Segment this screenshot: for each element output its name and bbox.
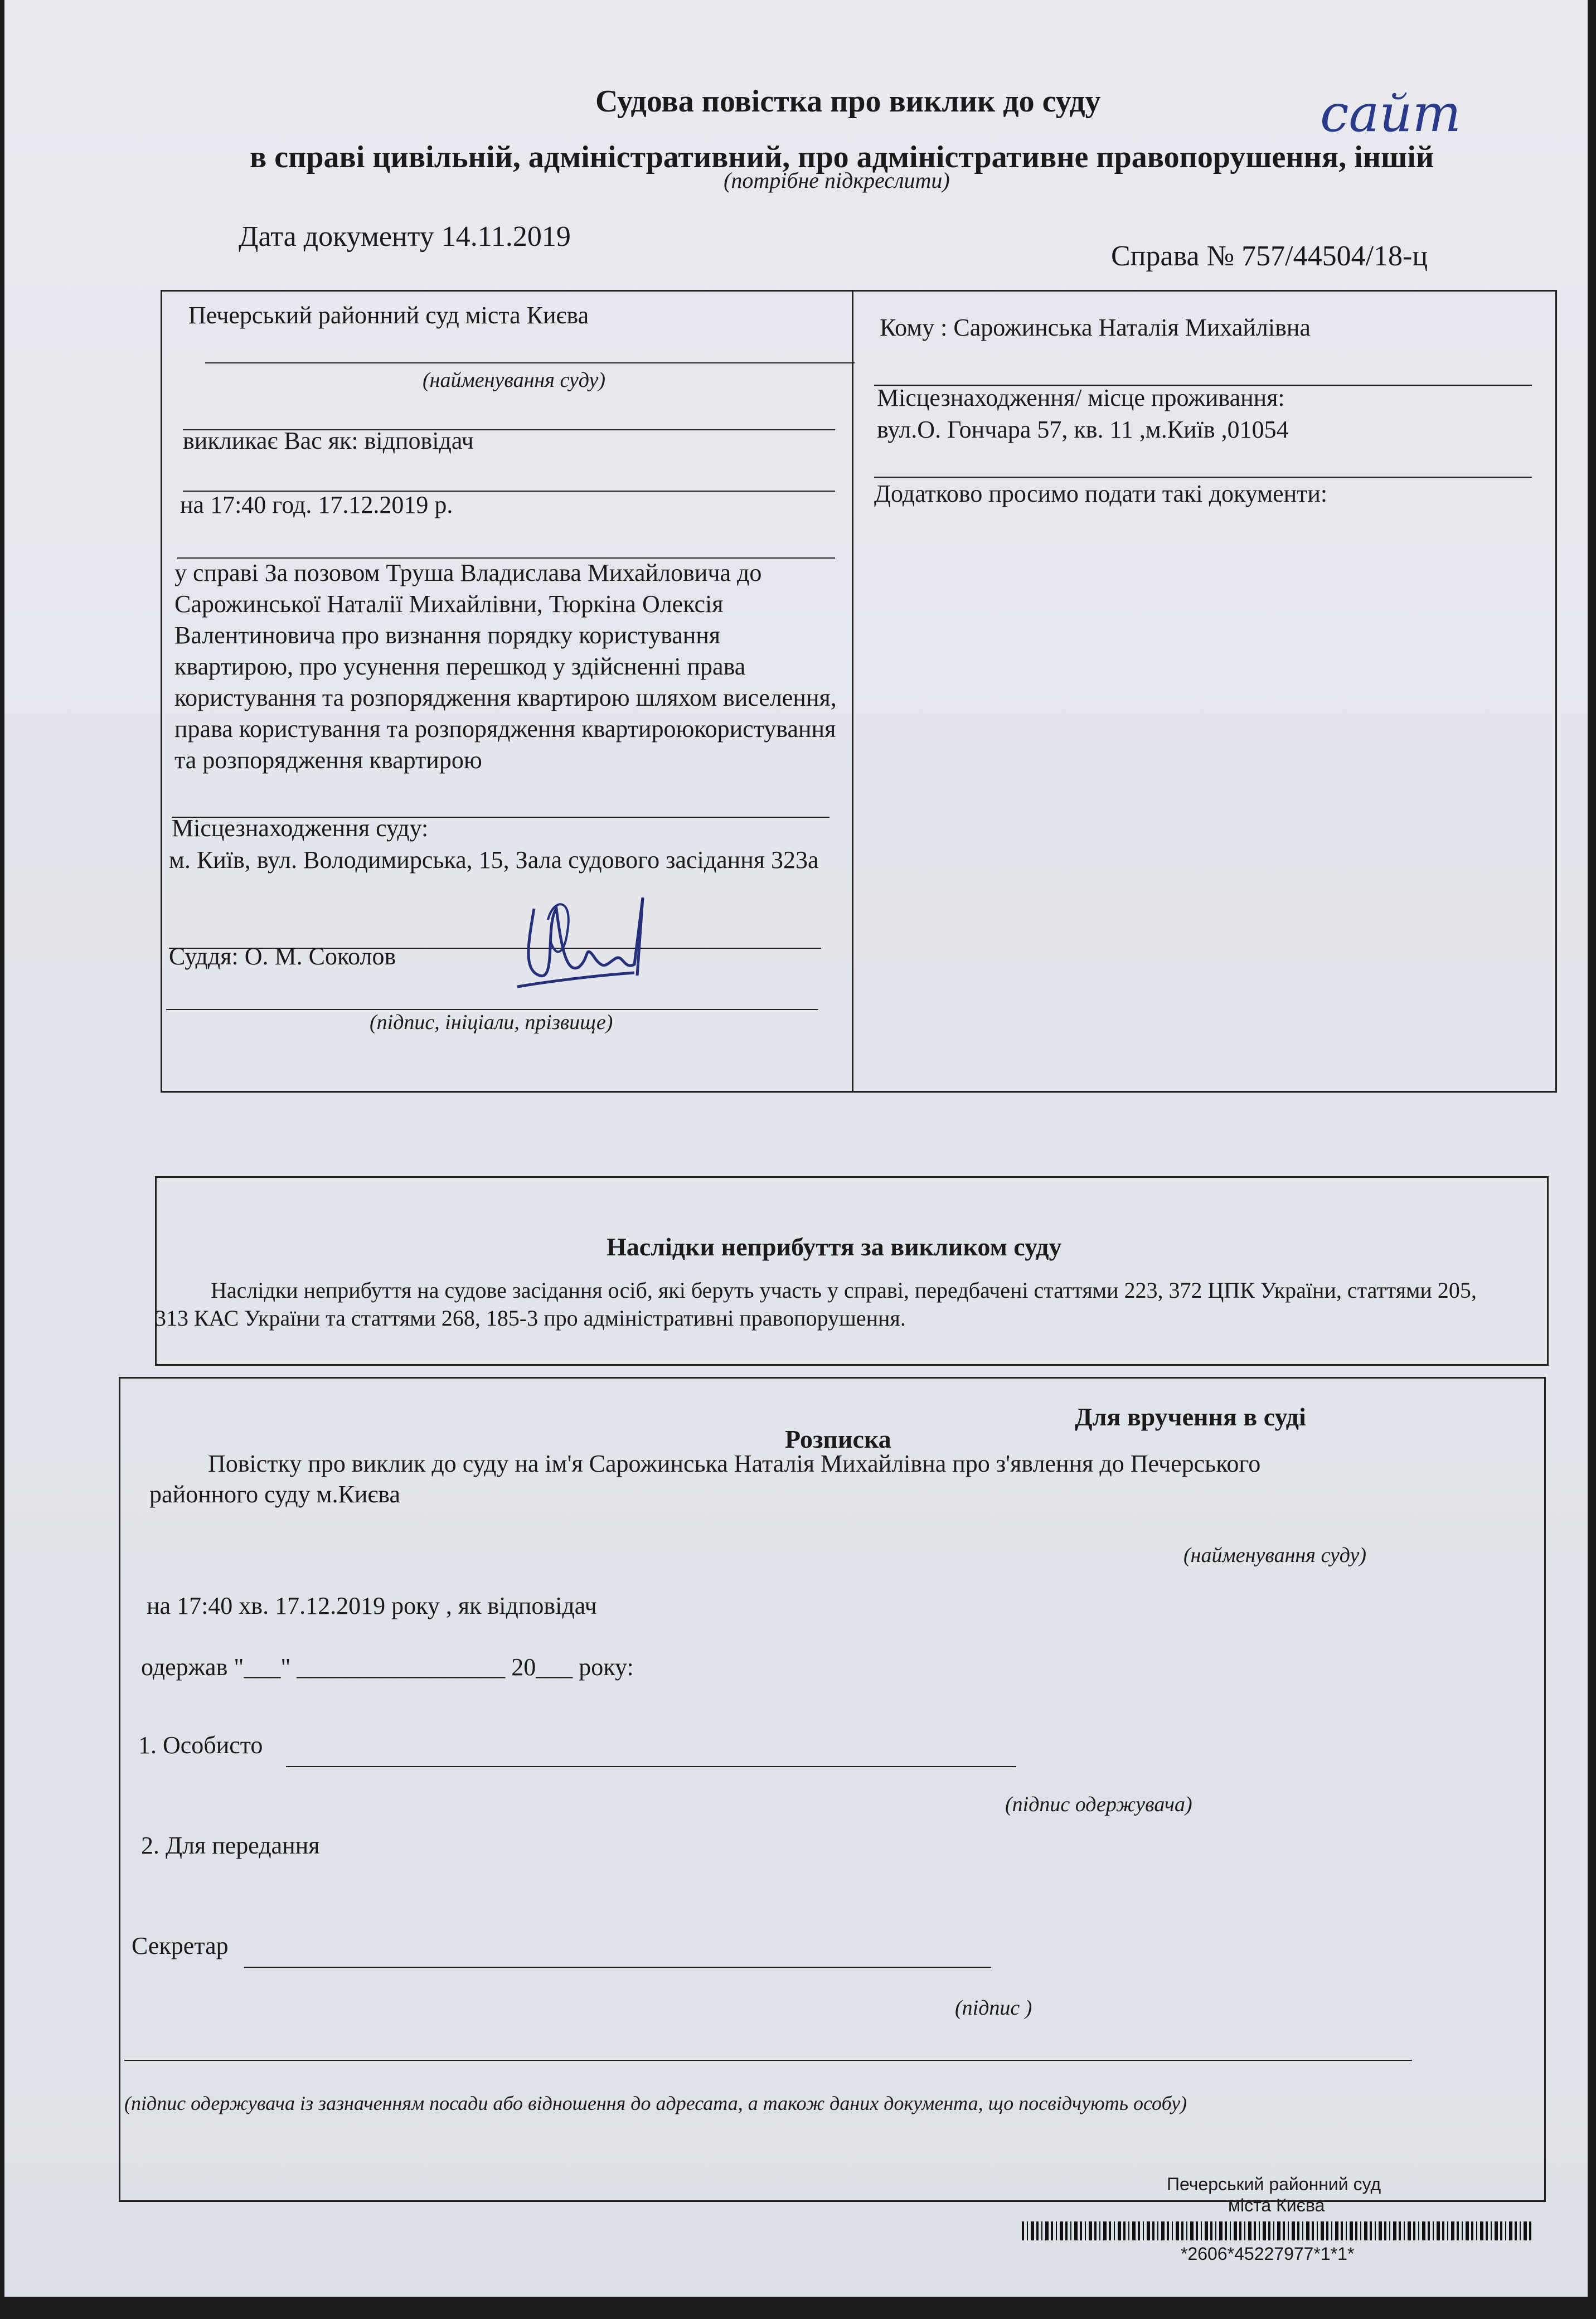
recipient-address: вул.О. Гончара 57, кв. 11 ,м.Київ ,01054	[877, 416, 1289, 443]
stamp-line-2: міста Києва	[1228, 2195, 1325, 2215]
receipt-title: Розписка	[785, 1425, 891, 1453]
handwritten-mark: сайт	[1320, 84, 1461, 143]
court-name-caption: (найменування суду)	[423, 368, 606, 392]
signature-caption: (підпис, ініціали, прізвище)	[370, 1011, 613, 1034]
footer-signature-line	[124, 2060, 1412, 2061]
address-label: Місцезнаходження/ місце проживання:	[877, 384, 1285, 411]
document-date: Дата документу 14.11.2019	[239, 221, 571, 253]
receipt-line-2: районного суду м.Києва	[149, 1481, 401, 1508]
address-line	[874, 477, 1532, 478]
footer-caption: (підпис одержувача із зазначенням посади або відношення до адресата, а також даних документа, що посвідчують особу)	[124, 2092, 1187, 2114]
document-title: Судова повістка про виклик до суду	[595, 84, 1101, 119]
barcode-text: *2606*45227977*1*1*	[1181, 2244, 1355, 2264]
judge-name: Суддя: О. М. Соколов	[169, 943, 396, 970]
underline-note: (потрібне підкреслити)	[724, 168, 950, 193]
extra-documents: Додатково просимо подати такі документи:	[874, 480, 1328, 507]
consequences-text: Наслідки неприбуття на судове засідання осіб, які беруть участь у справі, передбачені статтями 223, 372 ЦПК України, статтями 205, 313 КАС України та статтями 268, 185-3 про адміністративні правопорушення.	[155, 1278, 1477, 1331]
secretary-signature-line	[244, 1967, 991, 1968]
column-divider	[852, 290, 853, 1093]
consequences-title: Наслідки неприбуття за викликом суду	[607, 1233, 1062, 1261]
receipt-datetime: на 17:40 хв. 17.12.2019 року , як відповідач	[147, 1592, 597, 1619]
personally-label: 1. Особисто	[138, 1731, 263, 1759]
recipient: Кому : Сарожинська Наталія Михайлівна	[880, 314, 1311, 341]
document-subtitle: в справі цивільній, адміністративний, про адміністративне правопорушення, іншій	[250, 140, 1434, 174]
receipt-court-caption: (найменування суду)	[1183, 1544, 1367, 1567]
court-location: м. Київ, вул. Володимирська, 15, Зала судового засідання 323а	[169, 846, 819, 874]
consequences-box	[155, 1176, 1549, 1366]
stamp-line-1: Печерський районний суд	[1167, 2174, 1381, 2194]
summons-as: викликає Вас як: відповідач	[183, 427, 474, 454]
hearing-datetime: на 17:40 год. 17.12.2019 р.	[180, 491, 453, 518]
for-court-delivery: Для вручення в суді	[1075, 1403, 1306, 1431]
court-location-label: Місцезнаходження суду:	[172, 814, 429, 842]
judge-signature	[495, 875, 673, 998]
for-transfer-label: 2. Для передання	[141, 1832, 320, 1859]
personally-signature-line	[286, 1766, 1016, 1767]
secretary-label: Секретар	[132, 1932, 229, 1959]
recipient-signature-caption: (підпис одержувача)	[1005, 1793, 1192, 1816]
court-name: Печерський районний суд міста Києва	[188, 302, 589, 329]
secretary-signature-caption: (підпис )	[955, 1996, 1032, 2020]
court-name-line	[205, 362, 855, 363]
case-description: у справі За позовом Труша Владислава Михайловича до Сарожинської Наталії Михайлівни, Тюркіна Олексія Валентиновича про визнання порядку користування квартирою, про усунення перешкод у здійсненні права користування та розпорядження квартирою шляхом виселення, права користування та розпорядження квартироюкористування та розпорядження квартирою	[174, 559, 837, 774]
summons-paper	[4, 0, 1588, 2297]
barcode	[1022, 2221, 1532, 2240]
receipt-line-1: Повістку про виклик до суду на ім'я Сарожинська Наталія Михайлівна про з'явлення до Печерського	[208, 1450, 1261, 1477]
case-number: Справа № 757/44504/18-ц	[1111, 240, 1428, 272]
received-date: одержав "___" _________________ 20___ року:	[141, 1653, 634, 1681]
